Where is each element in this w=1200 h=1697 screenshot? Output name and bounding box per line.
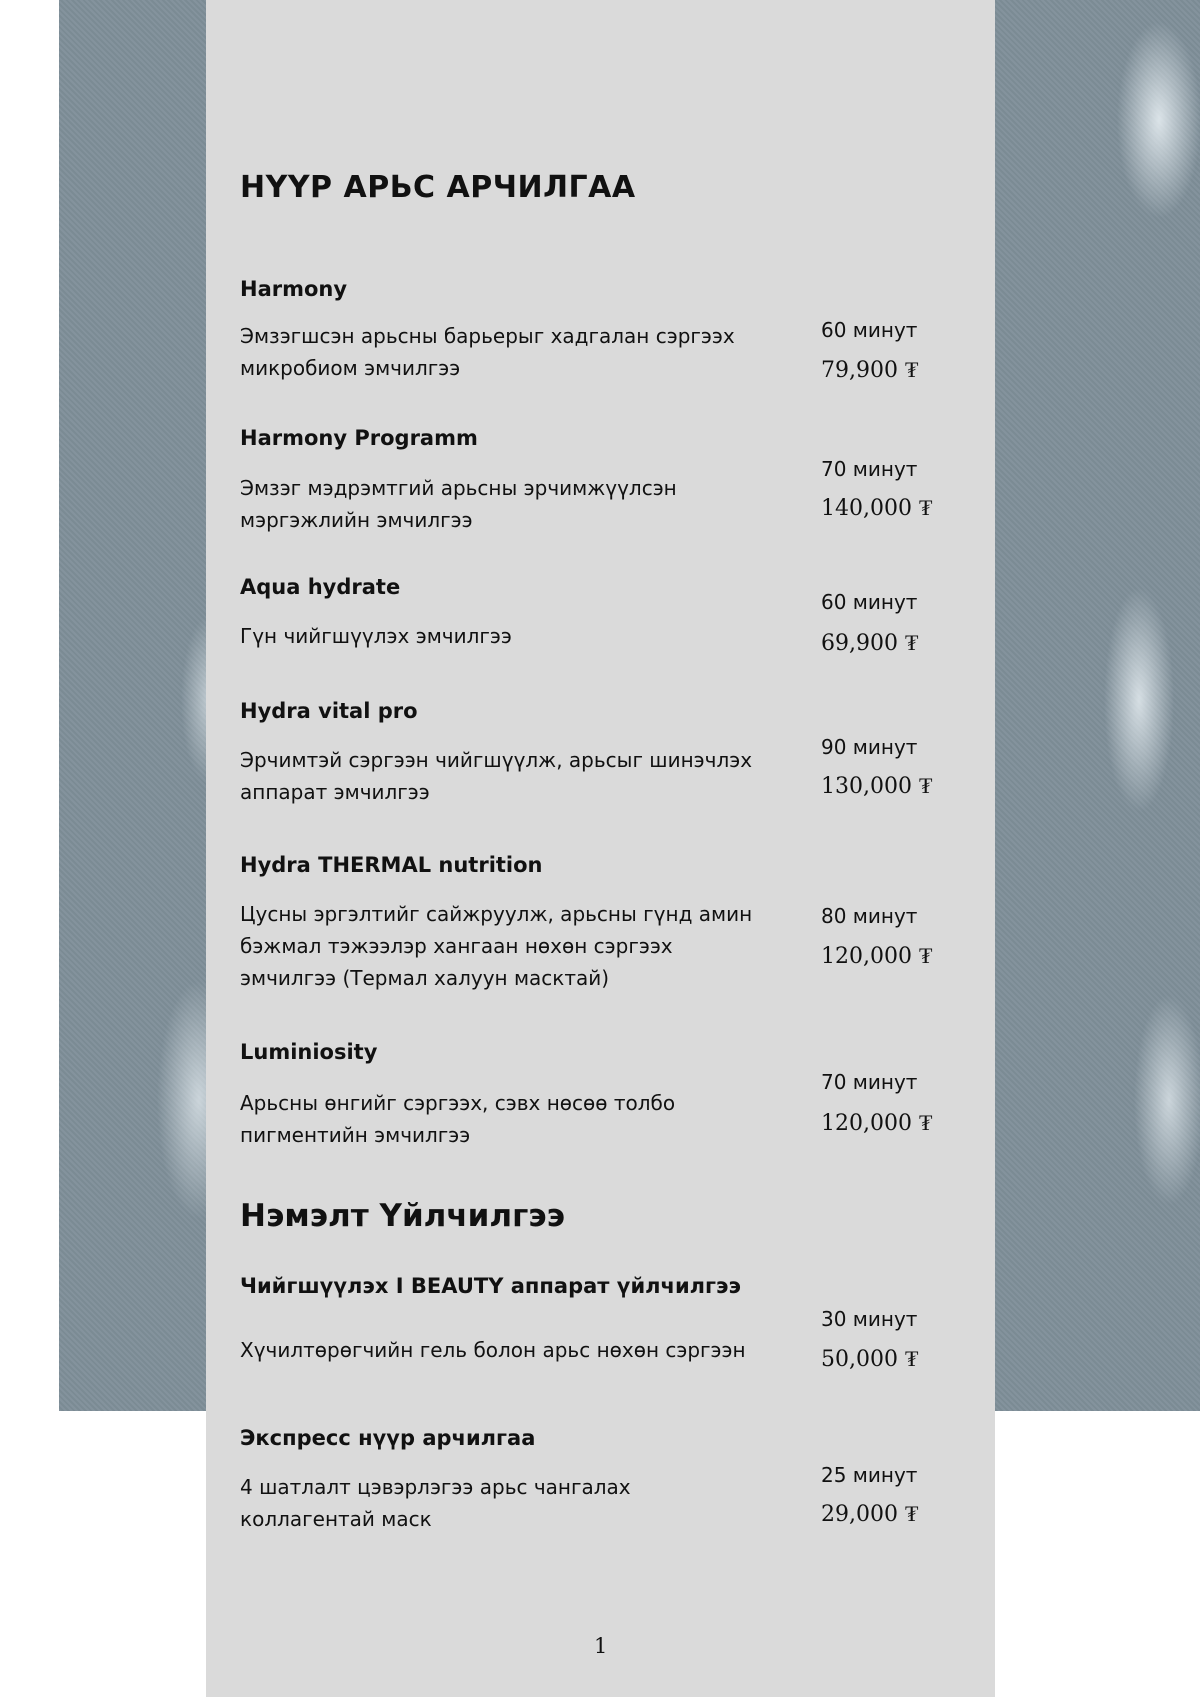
service-duration: 60 минут <box>821 590 918 614</box>
service-duration: 60 минут <box>821 318 918 342</box>
service-name: Hydra vital pro <box>240 699 418 723</box>
service-description: Эмзэг мэдрэмтгий арьсны эрчимжүүлсэн мэргэжлийн эмчилгээ <box>240 476 677 532</box>
service-price: 120,000 ₮ <box>821 944 933 969</box>
section-heading-face-care: НҮҮР АРЬС АРЧИЛГАА <box>240 170 636 205</box>
service-price: 130,000 ₮ <box>821 774 933 799</box>
extra-service-description: Хүчилтөрөгчийн гель болон арьс нөхөн сэргээн <box>240 1338 746 1362</box>
extra-service-description: 4 шатлалт цэвэрлэгээ арьс чангалах коллагентай маск <box>240 1475 631 1531</box>
service-price: 69,900 ₮ <box>821 631 919 656</box>
service-name: Aqua hydrate <box>240 575 401 599</box>
extra-service-name: Чийгшүүлэх I BEAUTY аппарат үйлчилгээ <box>240 1274 741 1298</box>
service-duration: 80 минут <box>821 904 918 928</box>
extra-service-name: Экспресс нүүр арчилгаа <box>240 1426 536 1450</box>
section-heading-extra-services: Нэмэлт Үйлчилгээ <box>240 1198 566 1234</box>
service-name: Harmony <box>240 277 348 301</box>
service-price: 140,000 ₮ <box>821 496 933 521</box>
service-description: Эрчимтэй сэргээн чийгшүүлж, арьсыг шинэчлэх аппарат эмчилгээ <box>240 748 753 804</box>
service-price: 120,000 ₮ <box>821 1111 933 1136</box>
service-duration: 70 минут <box>821 457 918 481</box>
extra-service-duration: 30 минут <box>821 1307 918 1331</box>
service-price: 79,900 ₮ <box>821 358 919 383</box>
service-name: Harmony Programm <box>240 426 478 450</box>
extra-service-price: 50,000 ₮ <box>821 1347 919 1372</box>
extra-service-price: 29,000 ₮ <box>821 1502 919 1527</box>
service-duration: 70 минут <box>821 1070 918 1094</box>
service-description: Цусны эргэлтийг сайжруулж, арьсны гүнд амин бэжмал тэжээлэр хангаан нөхөн сэргээх эмчилгээ (Термал халуун масктай) <box>240 902 753 990</box>
service-name: Hydra THERMAL nutrition <box>240 853 543 877</box>
service-description: Арьсны өнгийг сэргээх, сэвх нөсөө толбо пигментийн эмчилгээ <box>240 1091 676 1147</box>
service-description: Эмзэгшсэн арьсны барьерыг хадгалан сэргээх микробиом эмчилгээ <box>240 324 735 380</box>
extra-service-duration: 25 минут <box>821 1463 918 1487</box>
page-number: 1 <box>594 1634 608 1658</box>
service-name: Luminiosity <box>240 1040 378 1064</box>
service-duration: 90 минут <box>821 735 918 759</box>
service-description: Гүн чийгшүүлэх эмчилгээ <box>240 624 512 648</box>
